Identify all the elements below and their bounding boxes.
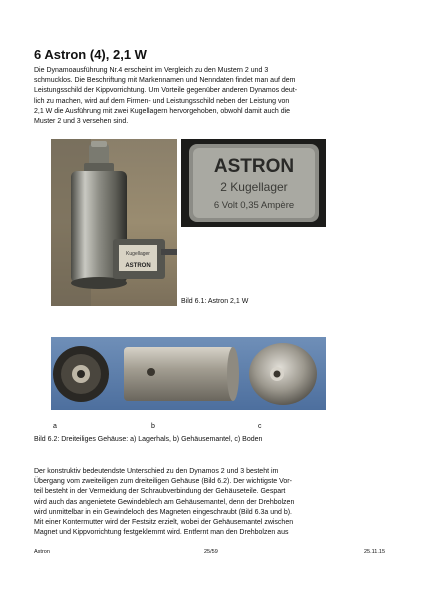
- small-plate-brand: ASTRON: [125, 263, 151, 269]
- plate-rating: 6 Volt 0,35 Ampère: [213, 200, 295, 211]
- label-b: b: [151, 423, 155, 430]
- footer-page-number: 25/59: [204, 549, 218, 555]
- intro-paragraph: [34, 66, 396, 127]
- body-line: Mit einer Kontermutter wird der Festsitz erzielt, wobei der Gehäusemantel zwischen: [34, 519, 294, 527]
- body-paragraph: [34, 467, 396, 538]
- label-c: c: [258, 423, 262, 430]
- nameplate-photo: [181, 139, 326, 227]
- body-line: wird auch das angenietete Gewindeblech am Gehäusemantel, denn der Drehbolzen: [34, 498, 295, 506]
- body-line: wird unmittelbar in ein Gewindeloch des Magneten eingeschraubt (Bild 6.3a und b).: [34, 508, 292, 516]
- intro-line: Die Dynamoausführung Nr.4 erscheint im Vergleich zu den Mustern 2 und 3: [34, 67, 269, 74]
- housing-parts-photo: [51, 337, 326, 410]
- footer-date: 25.11.15: [364, 549, 386, 555]
- footer-left: Astron: [34, 549, 50, 555]
- figure-caption-6-2: Bild 6.2: Dreiteiliges Gehäuse: a) Lagerhals, b) Gehäusemantel, c) Boden: [34, 436, 263, 443]
- intro-line: Muster 2 und 3 versehen sind.: [34, 118, 129, 126]
- dynamo-photo: [51, 139, 177, 306]
- body-line: teil besteht in der Vermeidung der Schraubverbindung der Gehäuseteile. Gespart: [34, 488, 286, 496]
- intro-line: schmucklos. Die Beschriftung mit Markennamen und Nenndaten findet man auf dem: [34, 77, 296, 85]
- intro-line: 2,1 W die Ausführung mit zwei Kugellagern hervorgehoben, obwohl damit auch die: [34, 107, 291, 115]
- plate-bearings: 2 Kugellager: [220, 180, 288, 194]
- intro-line: lich zu machen, wird auf dem Firmen- und Leistungsschild neben der Leistung von: [34, 97, 290, 105]
- figure-caption-6-1: Bild 6.1: Astron 2,1 W: [181, 298, 249, 305]
- label-a: a: [53, 423, 57, 430]
- body-line: Übergang vom zweiteiligen zum dreiteiligen Gehäuse (Bild 6.2). Der wichtigste Vor-: [34, 478, 292, 486]
- body-line: Magnet und Kippvorrichtung festgeklemmt wird. Entfernt man den Drehbolzen aus: [34, 529, 289, 537]
- small-plate-text: Kugellager: [126, 251, 150, 257]
- section-heading: 6 Astron (4), 2,1 W: [34, 47, 147, 62]
- plate-brand: ASTRON: [213, 156, 295, 177]
- body-line: Der konstruktiv bedeutendste Unterschied zu den Dynamos 2 und 3 besteht im: [34, 468, 279, 475]
- intro-line: Leistungsschild der Kippvorrichtung. Um Vorteile gegenüber anderen Dynamos deut-: [34, 87, 298, 95]
